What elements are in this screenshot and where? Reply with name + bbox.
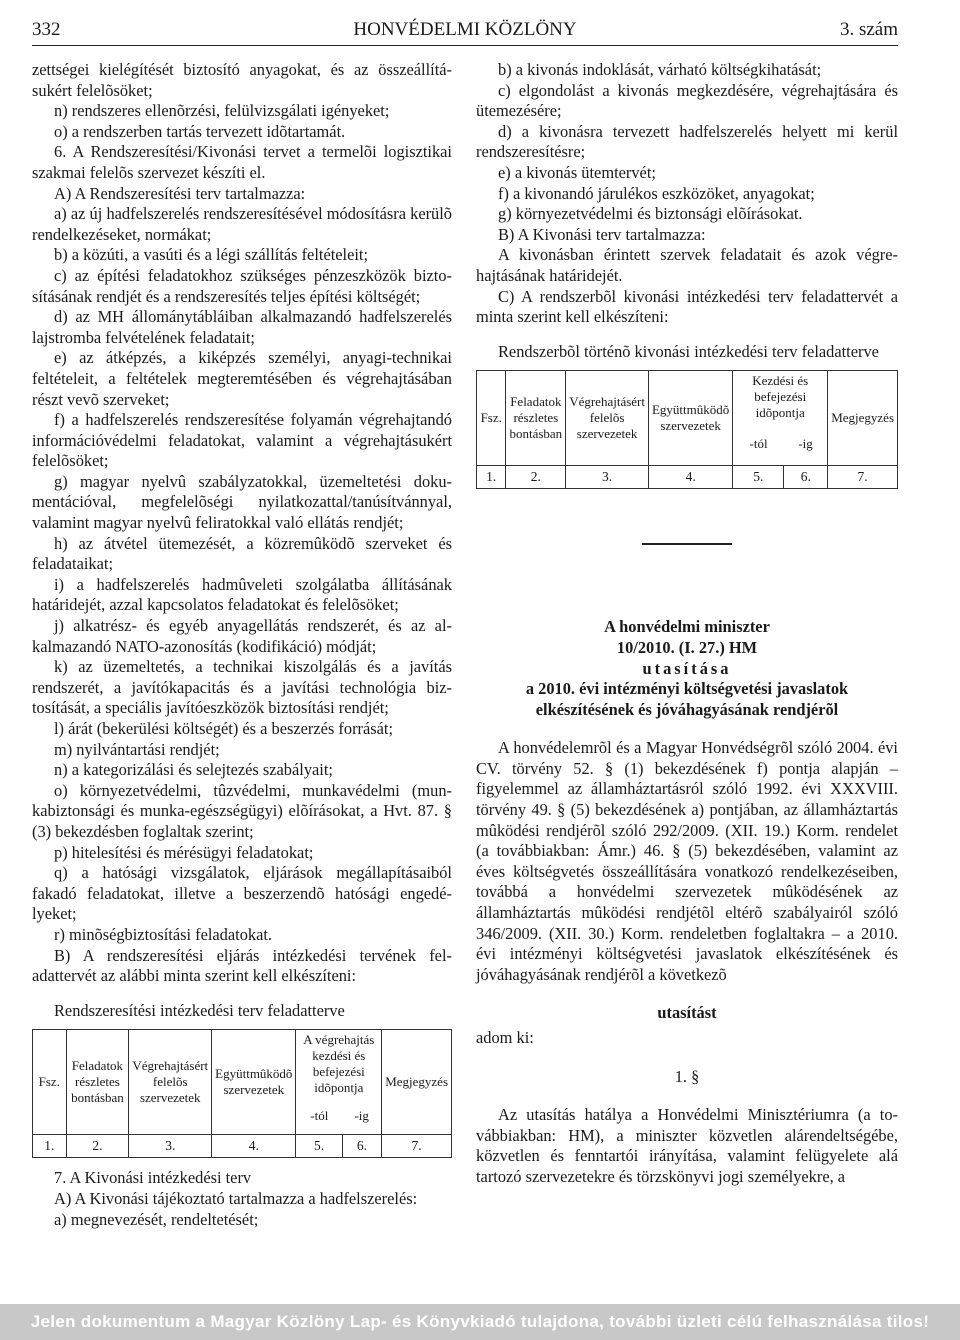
paragraph: l) árát (bekerülési költségét) és a beszerzés forrását; [54,719,394,738]
right-column [476,60,898,1188]
paragraph: Az utasítás hatálya a Honvédelmi Minisztériumra (a továbbiakban: HM), a miniszter közvetlen alárendeltségébe, közvetlen és fenntartói irányítása, valamint felügyelete alá tartozó szervezetekre és törzskönyvi jogi személyekre, a [476,1105,898,1186]
decree-number: 10/2010. (I. 27.) HM [616,637,758,657]
paragraph: 7. A Kivonási intézkedési terv [54,1168,252,1188]
paragraph: g) magyar nyelvû szabályzatokkal, üzemeltetési dokumentációval, megfelelõségi nyilatkozattal/tanúsítvánnyal, valamint magyar nyelvû feliratokkal való ellátás rendjét; [32,471,452,533]
table-header-cell: -tól [733,423,784,466]
table-cell: 5. [296,1135,342,1158]
table-cell: 5. [733,466,784,489]
paragraph: i) a hadfelszerelés hadmûveleti szolgálatba állításának határidejét, azzal kapcsolatos feladatokat és felelõsöket; [32,574,452,615]
table-cell: 1. [33,1135,67,1158]
paragraph: o) a rendszerben tartás tervezett idõtartamát. [54,121,346,141]
table-header-cell: Fsz. [33,1030,67,1135]
table-cell: 2. [66,1135,129,1158]
table-header-cell: Kezdési és befejezési idõpontja [733,371,828,424]
paragraph: d) az MH állománytábláiban alkalmazandó hadfelszerelés lajstromba felvételének feladatait; [32,307,452,347]
table-header-cell: Feladatok részletes bontásban [66,1030,129,1135]
paragraph: j) alkatrész- és egyéb anyagellátás rendszerét, és az alkalmazandó NATO-azonosítás (kodifikáció) módját; [32,616,452,656]
table-header-cell: Végrehajtásért felelõs szervezetek [566,371,649,466]
paragraph: d) a kivonásra tervezett hadfelszerelés helyett mi kerül rendszeresítésre; [476,121,898,162]
table-header-cell: Megjegyzés [828,371,898,466]
paragraph: a) megnevezését, rendeltetését; [54,1209,259,1229]
table-cell: 6. [784,466,828,489]
decree-title: a 2010. évi intézményi költségvetési javaslatok elkészítésének és jóváhagyásának rendjérõl [525,679,849,719]
paragraph: B) A rendszeresítési eljárás intézkedési tervének feladattervét az alábbi minta szerint kell elkészíteni: [32,945,452,986]
table-cell: 3. [129,1135,212,1158]
paragraph: C) A rendszerbõl kivonási intézkedési terv feladattervét a minta szerint kell elkészíteni: [476,286,898,327]
table-caption: Rendszerbõl történõ kivonási intézkedési terv feladatterve [498,341,879,361]
paragraph: o) környezetvédelmi, tûzvédelmi, munkavédelmi (munkabiztonsági és munka-egészségügyi) elõírásokat, a Hvt. 87. § (3) bekezdésben foglaltak szerint; [32,780,452,841]
paragraph: zettségei kielégítését biztosító anyagokat, és az összeállításukért felelõsöket; [32,60,452,100]
page-header [32,18,898,42]
decree-adom-ki: adom ki: [476,1028,534,1047]
table-header-cell: Fsz. [477,371,506,466]
table-header-cell: -tól [296,1098,342,1135]
paragraph: n) rendszeres ellenõrzési, felülvizsgálati igényeket; [54,101,390,121]
table-cell: 6. [342,1135,381,1158]
copyright-watermark: Jelen dokumentum a Magyar Közlöny Lap- és Könyvkiadó tulajdona, további üzleti célú felhasználása tilos! [0,1304,960,1340]
table-cell: 7. [828,466,898,489]
paragraph: B) A Kivonási terv tartalmazza: [498,224,706,244]
paragraph: 6. A Rendszeresítési/Kivonási tervet a termelõi logisztikai szakmai felelõs szervezet készíti el. [32,142,452,182]
table-header-cell: Végrehajtásért felelõs szervezetek [129,1030,212,1135]
table-header-cell: Feladatok részletes bontásban [506,371,566,466]
paragraph: q) a hatósági vizsgálatok, eljárások megállapításaiból fakadó feladatokat, illetve a beszerzendõ hatósági engedélyeket; [32,863,452,924]
plan-table [476,370,898,489]
table-cell: 7. [382,1135,452,1158]
decree-issuer: A honvédelmi miniszter [604,617,770,637]
decree-body: A honvédelemrõl és a Magyar Honvédségrõl szóló 2004. évi CV. törvény 52. § (1) bekezdésének f) pontja alapján – figyelemmel az államháztartásról szóló 1992. évi XXXVIII. törvény 49. § (5) bekezdésének a) pontjában, az államháztartás mûködési rendjérõl szóló 292/2009. (XII. 19.) Korm. rendelet (a továbbiakban: Ámr.) 46. § (5) bekezdésében, valamint az éves költségvetés összeállítására vonatkozó rendelkezéseiben, továbbá a honvédelmi szervezetek mûködésének az államháztartás mûködési rendjétõl eltérõ szabályairól szóló 346/2009. (XII. 30.) Korm. rendeletben foglaltakra – a 2010. évi intézményi költségvetési javaslatok elkészítésének és jóváhagyásának rendjérõl a következõ [476,738,898,984]
paragraph: g) környezetvédelmi és biztonsági elõírásokat. [498,204,803,224]
paragraph: k) az üzemeltetés, a technikai kiszolgálás és a javítás rendszerét, a javítókapacitás és a javítási technológia biztosítását, a speciális javítóeszközök biztosítási rendjét; [32,657,452,718]
left-column [32,60,452,1230]
table-header-cell: -ig [342,1098,381,1135]
table-header-cell: Együttmûködõ szervezetek [648,371,732,466]
paragraph: e) az átképzés, a kiképzés személyi, anyagi-technikai feltételeit, a feltételek megteremtésében és végrehajtásában részt vevõ szerveket; [32,348,452,409]
paragraph: p) hitelesítési és mérésügyi feladatokat; [54,842,314,862]
paragraph: f) a hadfelszerelés rendszeresítése folyamán végrehajtandó információvédelmi feladatokat, valamint a végrehajtásukért felelõsöket; [32,410,452,471]
paragraph: b) a közúti, a vasúti és a légi szállítás feltételeit; [54,245,369,265]
paragraph: a) az új hadfelszerelés rendszeresítésével módosításra kerülõ rendelkezéseket, normákat; [32,204,452,244]
page-number: 332 [32,19,61,40]
table-header-cell: -ig [784,423,828,466]
section-number: 1. § [674,1066,700,1086]
header-rule [32,45,898,46]
table-caption: Rendszeresítési intézkedési terv feladatterve [54,1000,345,1020]
paragraph: c) elgondolást a kivonás megkezdésére, végrehajtására és ütemezésére; [476,80,898,121]
paragraph: n) a kategorizálási és selejtezés szabályait; [54,760,333,780]
table-cell: 4. [212,1135,296,1158]
plan-table [32,1029,452,1158]
table-header-cell: A végrehajtás kezdési és befejezési idõpontja [296,1030,382,1099]
table-cell: 3. [566,466,649,489]
paragraph: c) az építési feladatokhoz szükséges pénzeszközök biztosításának rendjét és a rendszeresítés teljes építési költségét; [32,265,452,306]
paragraph: A kivonásban érintett szervek feladatait és azok végrehajtásának határidejét. [476,245,898,285]
decree-utasitast: utasítást [657,1003,717,1023]
paragraph: A) A Rendszeresítési terv tartalmazza: [54,183,306,203]
section-separator [642,543,732,545]
table-cell: 2. [506,466,566,489]
paragraph: b) a kivonás indoklását, várható költségkihatását; [498,60,822,79]
paragraph: e) a kivonás ütemtervét; [498,162,656,182]
table-cell: 4. [648,466,732,489]
table-header-cell: Megjegyzés [382,1030,452,1135]
paragraph: f) a kivonandó járulékos eszközöket, anyagokat; [498,183,815,203]
decree-type: utasítása [642,658,732,678]
paragraph: r) minõségbiztosítási feladatokat. [54,924,273,944]
journal-title: HONVÉDELMI KÖZLÖNY [353,19,577,40]
paragraph: h) az átvétel ütemezését, a közremûködõ szerveket és feladataikat; [32,533,452,574]
paragraph: A) A Kivonási tájékoztató tartalmazza a hadfelszerelés: [54,1188,418,1208]
table-header-cell: Együttmûködõ szervezetek [212,1030,296,1135]
paragraph: m) nyilvántartási rendjét; [54,739,220,759]
table-cell: 1. [477,466,506,489]
issue-number: 3. szám [839,19,898,40]
